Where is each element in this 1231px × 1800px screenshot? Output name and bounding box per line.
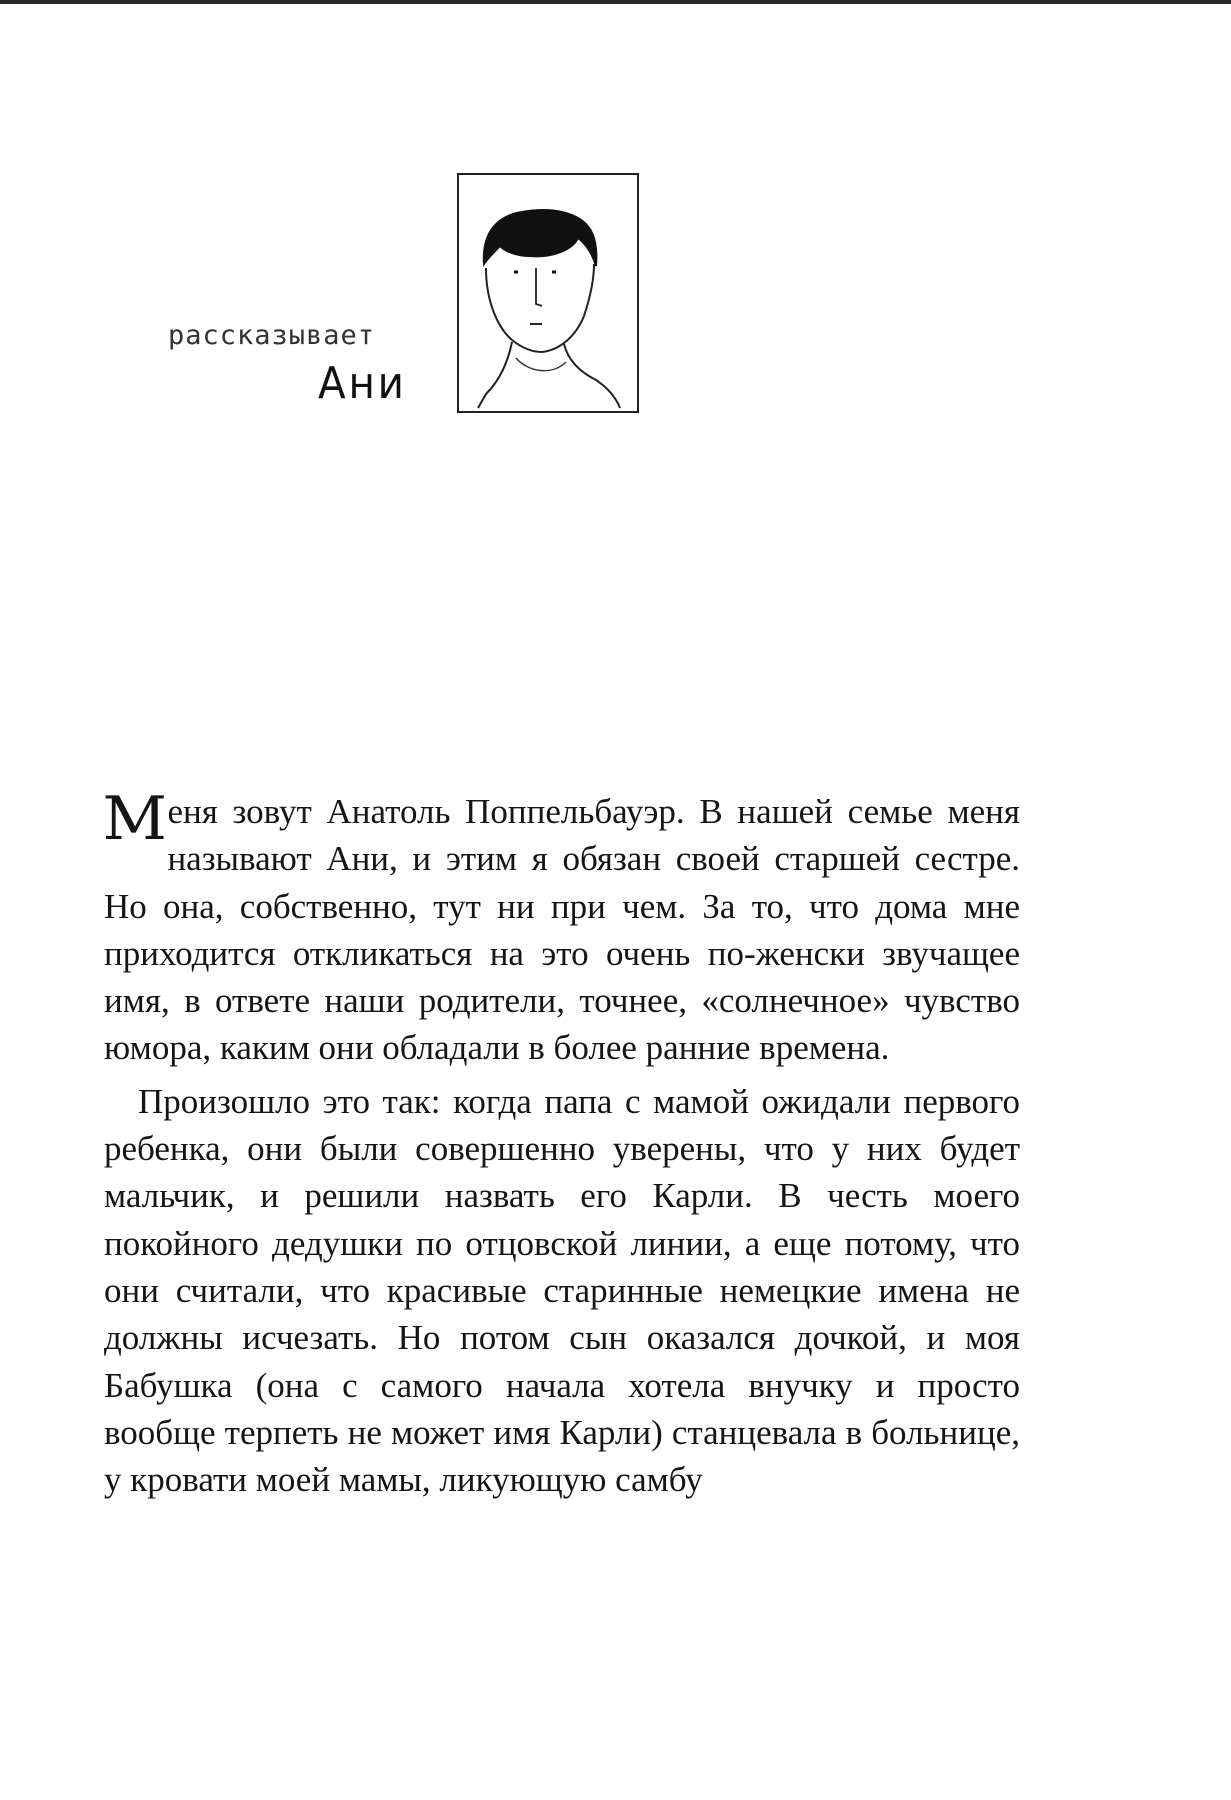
paragraph-1 [102, 784, 1020, 1072]
narrator-caption: рассказывает [168, 320, 376, 351]
portrait-nose [536, 268, 542, 306]
chapter-header [150, 170, 650, 430]
page-top-edge [0, 0, 1231, 4]
portrait-face [486, 264, 594, 352]
portrait-hair [484, 210, 597, 266]
narrator-name: Ани [318, 358, 407, 409]
portrait-icon [456, 172, 640, 414]
portrait-shoulders [478, 342, 512, 408]
paragraph-2: Произошло это так: когда папа с мамой ожидали первого ребенка, они были совершенно уверены, что у них будет мальчик, и решили назвать его Карли. В честь моего покойного дедушки по отцовской линии, а еще потому, что они считали, что красивые старинные немецкие имена не должны исчезать. Но потом сын оказался дочкой, и моя Бабушка (она с самого начала хотела внучку и просто вообще терпеть не может имя Карли) станцевала в больнице, у кровати моей мамы, ликующую самбу [104, 1081, 1020, 1500]
drop-cap: М [102, 784, 167, 854]
portrait-shoulders-right [564, 344, 620, 408]
portrait-collar [516, 358, 566, 371]
story-text [102, 784, 1020, 1503]
paragraph-1-text: еня зовут Анатоль Поппельбауэр. В нашей семье меня называют Ани, и этим я обязан своей старшей сестре. Но она, собственно, тут ни при чем. За то, что дома мне приходится откликаться на это очень по-женски звучащее имя, в ответе наши родители, точнее, «солнечное» чувство юмора, каким они обладали в более ранние времена. [104, 792, 1020, 1068]
